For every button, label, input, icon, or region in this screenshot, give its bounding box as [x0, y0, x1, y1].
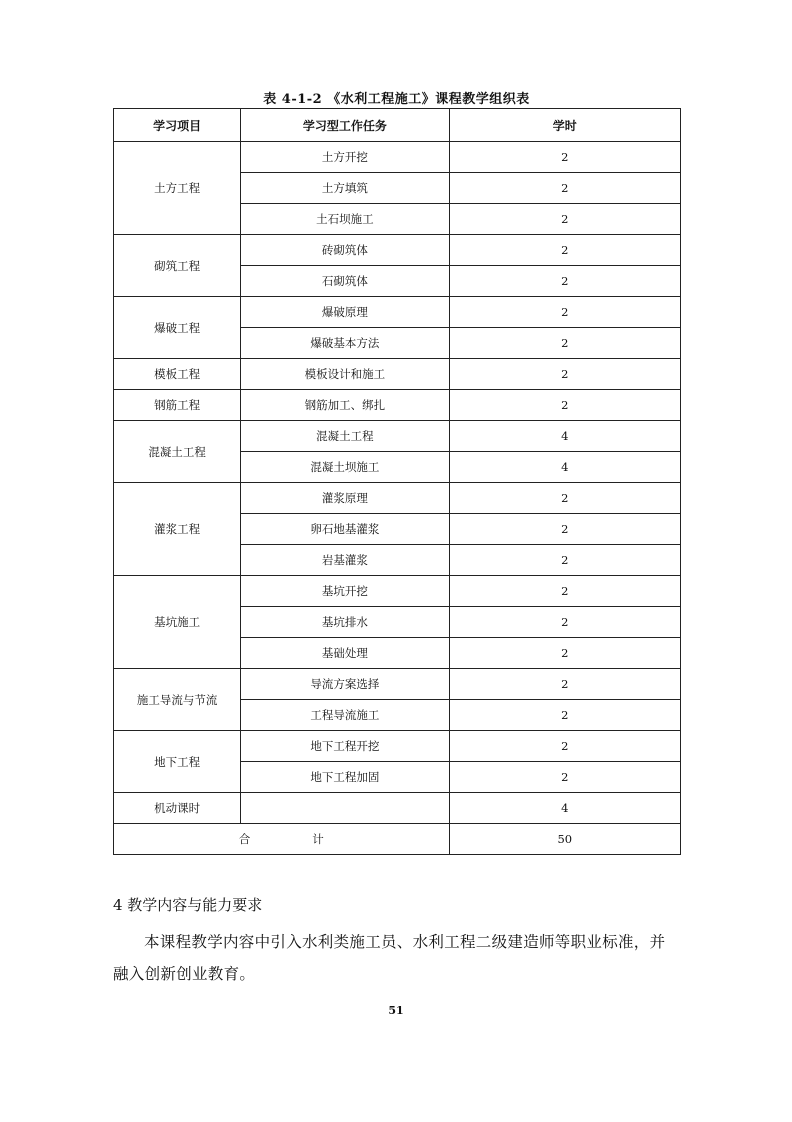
hours-cell: 4 [449, 793, 680, 824]
hours-cell: 2 [449, 762, 680, 793]
task-cell: 土石坝施工 [241, 204, 449, 235]
hours-cell: 2 [449, 700, 680, 731]
total-label-part-2: 计 [312, 832, 324, 846]
task-cell: 基坑开挖 [241, 576, 449, 607]
task-cell: 基础处理 [241, 638, 449, 669]
project-cell: 地下工程 [114, 731, 241, 793]
task-cell: 爆破基本方法 [241, 328, 449, 359]
hours-cell: 2 [449, 297, 680, 328]
hours-cell: 2 [449, 731, 680, 762]
task-cell: 导流方案选择 [241, 669, 449, 700]
task-cell: 地下工程加固 [241, 762, 449, 793]
project-cell: 钢筋工程 [114, 390, 241, 421]
task-cell: 地下工程开挖 [241, 731, 449, 762]
task-cell: 混凝土工程 [241, 421, 449, 452]
page-number: 51 [388, 1004, 404, 1017]
total-hours-cell: 50 [449, 824, 680, 855]
table-row [114, 235, 681, 266]
hours-cell: 2 [449, 359, 680, 390]
table-row [114, 576, 681, 607]
hours-cell: 2 [449, 576, 680, 607]
task-cell: 基坑排水 [241, 607, 449, 638]
table-row [114, 297, 681, 328]
hours-cell: 2 [449, 545, 680, 576]
hours-cell: 2 [449, 328, 680, 359]
hours-cell: 2 [449, 514, 680, 545]
task-cell: 土方开挖 [241, 142, 449, 173]
project-cell: 基坑施工 [114, 576, 241, 669]
task-cell: 卵石地基灌浆 [241, 514, 449, 545]
task-cell: 混凝土坝施工 [241, 452, 449, 483]
project-cell: 土方工程 [114, 142, 241, 235]
project-cell: 施工导流与节流 [114, 669, 241, 731]
table-caption: 表 4-1-2 《水利工程施工》课程教学组织表 [263, 92, 530, 107]
hours-cell: 2 [449, 607, 680, 638]
table-row [114, 483, 681, 514]
task-cell: 土方填筑 [241, 173, 449, 204]
project-cell: 爆破工程 [114, 297, 241, 359]
task-cell: 岩基灌浆 [241, 545, 449, 576]
hours-cell: 2 [449, 669, 680, 700]
task-cell: 石砌筑体 [241, 266, 449, 297]
task-cell [241, 793, 449, 824]
body-paragraph: 本课程教学内容中引入水利类施工员、水利工程二级建造师等职业标准，并融入创新创业教育。 [113, 933, 666, 983]
table-row [114, 359, 681, 390]
hours-cell: 2 [449, 483, 680, 514]
hours-cell: 2 [449, 638, 680, 669]
total-label [114, 824, 450, 855]
table-row [114, 731, 681, 762]
table-row [114, 390, 681, 421]
project-cell: 模板工程 [114, 359, 241, 390]
task-cell: 工程导流施工 [241, 700, 449, 731]
hours-cell: 4 [449, 421, 680, 452]
total-label-part-1: 合 [238, 832, 251, 846]
task-cell: 钢筋加工、绑扎 [241, 390, 449, 421]
hours-cell: 2 [449, 235, 680, 266]
header-project: 学习项目 [114, 109, 241, 142]
total-row [114, 824, 681, 855]
hours-cell: 2 [449, 266, 680, 297]
hours-cell: 2 [449, 390, 680, 421]
project-cell: 砌筑工程 [114, 235, 241, 297]
task-cell: 灌浆原理 [241, 483, 449, 514]
header-hours: 学时 [449, 109, 680, 142]
hours-cell: 4 [449, 452, 680, 483]
table-row [114, 793, 681, 824]
hours-cell: 2 [449, 173, 680, 204]
hours-cell: 2 [449, 204, 680, 235]
course-organization-table [113, 108, 681, 855]
task-cell: 砖砌筑体 [241, 235, 449, 266]
table-header-row [114, 109, 681, 142]
project-cell: 机动课时 [114, 793, 241, 824]
task-cell: 爆破原理 [241, 297, 449, 328]
table-row [114, 142, 681, 173]
project-cell: 混凝土工程 [114, 421, 241, 483]
hours-cell: 2 [449, 142, 680, 173]
project-cell: 灌浆工程 [114, 483, 241, 576]
table-row [114, 669, 681, 700]
header-task: 学习型工作任务 [241, 109, 449, 142]
section-heading: 4 教学内容与能力要求 [113, 896, 263, 914]
table-row [114, 421, 681, 452]
task-cell: 模板设计和施工 [241, 359, 449, 390]
